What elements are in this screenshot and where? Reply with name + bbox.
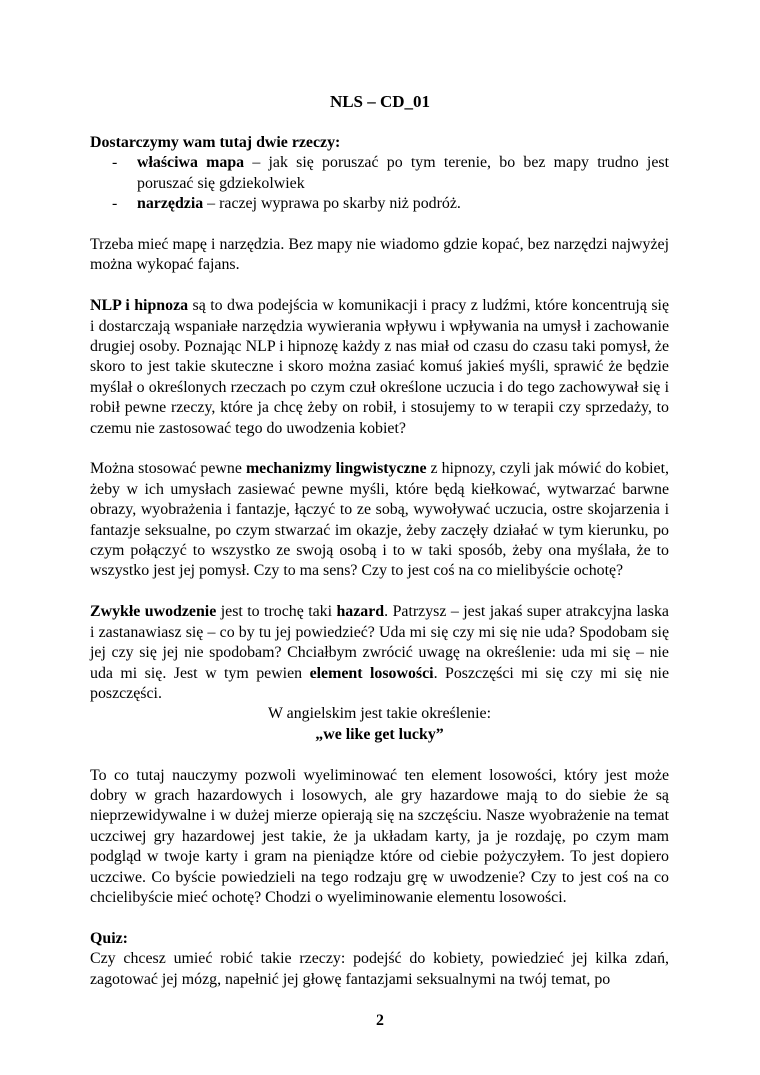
list-dash: - [112,195,118,213]
linguistic-before: Można stosować pewne [90,460,246,478]
page-number: 2 [376,1012,384,1029]
seduction-bold-2: hazard [336,603,385,621]
paragraph-linguistic [90,459,669,581]
intro-heading: Dostarczymy wam tutaj dwie rzeczy: [90,134,341,151]
seduction-mid-1: jest to trochę taki [216,603,337,621]
quiz-heading: Quiz: [90,929,128,947]
seduction-mid-2: . Patrzysz – jest jakaś super atrakcyjna laska i zastanawiasz się – co by tu jej powiedzieć? Uda mi się czy mi się nie uda? Spodobam się jej czy się jej nie spodobam? Chciałbym zwrócić uwagę na określenie: uda mi się – nie uda mi się. Jest w tym pewien [90,603,669,682]
list-item-term: właściwa mapa [137,154,245,172]
linguistic-bold: mechanizmy lingwistyczne [245,460,427,478]
seduction-end: . Poszczęści mi się czy mi się nie poszczęści. [90,664,669,702]
paragraph-nlp-hypnosis [90,296,669,439]
paragraph-map-tools: Trzeba mieć mapę i narzędzia. Bez mapy nie wiadomo gdzie kopać, bez narzędzi najwyżej można wykopać fajans. [90,236,669,274]
list-dash: - [112,154,118,172]
list-item-text: – raczej wyprawa po skarby niż podróż. [203,195,461,213]
seduction-bold-1: Zwykłe uwodzenie [90,603,217,621]
linguistic-after: z hipnozy, czyli jak mówić do kobiet, żeby w ich umysłach zasiewać pewne myśli, które będą kiełkować, wytwarzać barwne obrazy, wyobrażenia i fantazje, łączyć to ze sobą, wywoływać uczucia, ostre skojarzenia i fantazje seksualne, po czym stwarzać im okazje, żeby zaczęły działać w tym kierunku, po czym połączyć to wszystko ze swoją osobą i to w taki sposób, żeby ona myślała, że to wszystko jest jej pomysł. Czy to ma sens? Czy to jest coś na co mielibyście ochotę? [90,460,669,580]
quiz-text: Czy chcesz umieć robić takie rzeczy: podejść do kobiety, powiedzieć jej kilka zdań, zagotować jej mózg, napełnić jej głowę fantazjami seksualnymi na twój temat, po [90,950,669,988]
list-item-term: narzędzia [137,195,204,213]
document-body [90,133,669,990]
list-item-text: – jak się poruszać po tym terenie, bo bez mapy trudno jest poruszać się gdziekolwiek [137,154,669,192]
english-quote: „we like get lucky” [315,725,444,743]
seduction-bold-3: element losowości [309,664,434,682]
paragraph-seduction [90,602,669,704]
list-item [90,194,669,214]
nlp-text: są to dwa podejścia w komunikacji i pracy z ludźmi, które koncentrują się i dostarczają wspaniałe narzędzia wywierania wpływu i wpływania na umysł i zachowanie drugiej osoby. Poznając NLP i hipnozę każdy z nas miał od czasu do czasu taki pomysł, że skoro to jest takie skuteczne i skoro można zasiać komuś jakieś myśli, sprawić że będzie myślał o określonych rzeczach po czym czuł określone uczucia i do tego zachowywał się i robił pewne rzeczy, które ja chcę żeby on robił, i stosujemy to w terapii czy sprzedaży, to czemu nie zastosować tego do uwodzenia kobiet? [90,297,669,437]
english-note: W angielskim jest takie określenie: [268,705,491,723]
list-item [90,153,669,194]
nlp-lead: NLP i hipnoza [90,297,189,315]
paragraph-eliminate-chance: To co tutaj nauczymy pozwoli wyeliminować ten element losowości, który jest może dobry w grach hazardowych i losowych, ale gry hazardowe mają to do siebie że są nieprzewidywalne i w dużej mierze opierają się na szczęściu. Nasze wyobrażenie na temat uczciwej gry hazardowej jest takie, że ja układam karty, ja je rozdaję, po czym mam podgląd w twoje karty i gram na pieniądze które od ciebie pożyczyłem. To jest dopiero uczciwe. Co byście powiedzieli na tego rodzaju grę w uwodzenie? Czy to jest coś na co chcielibyście mieć ochotę? Chodzi o wyeliminowanie elementu losowości. [90,766,669,906]
intro-list [90,153,669,214]
page-title: NLS – CD_01 [329,92,431,111]
